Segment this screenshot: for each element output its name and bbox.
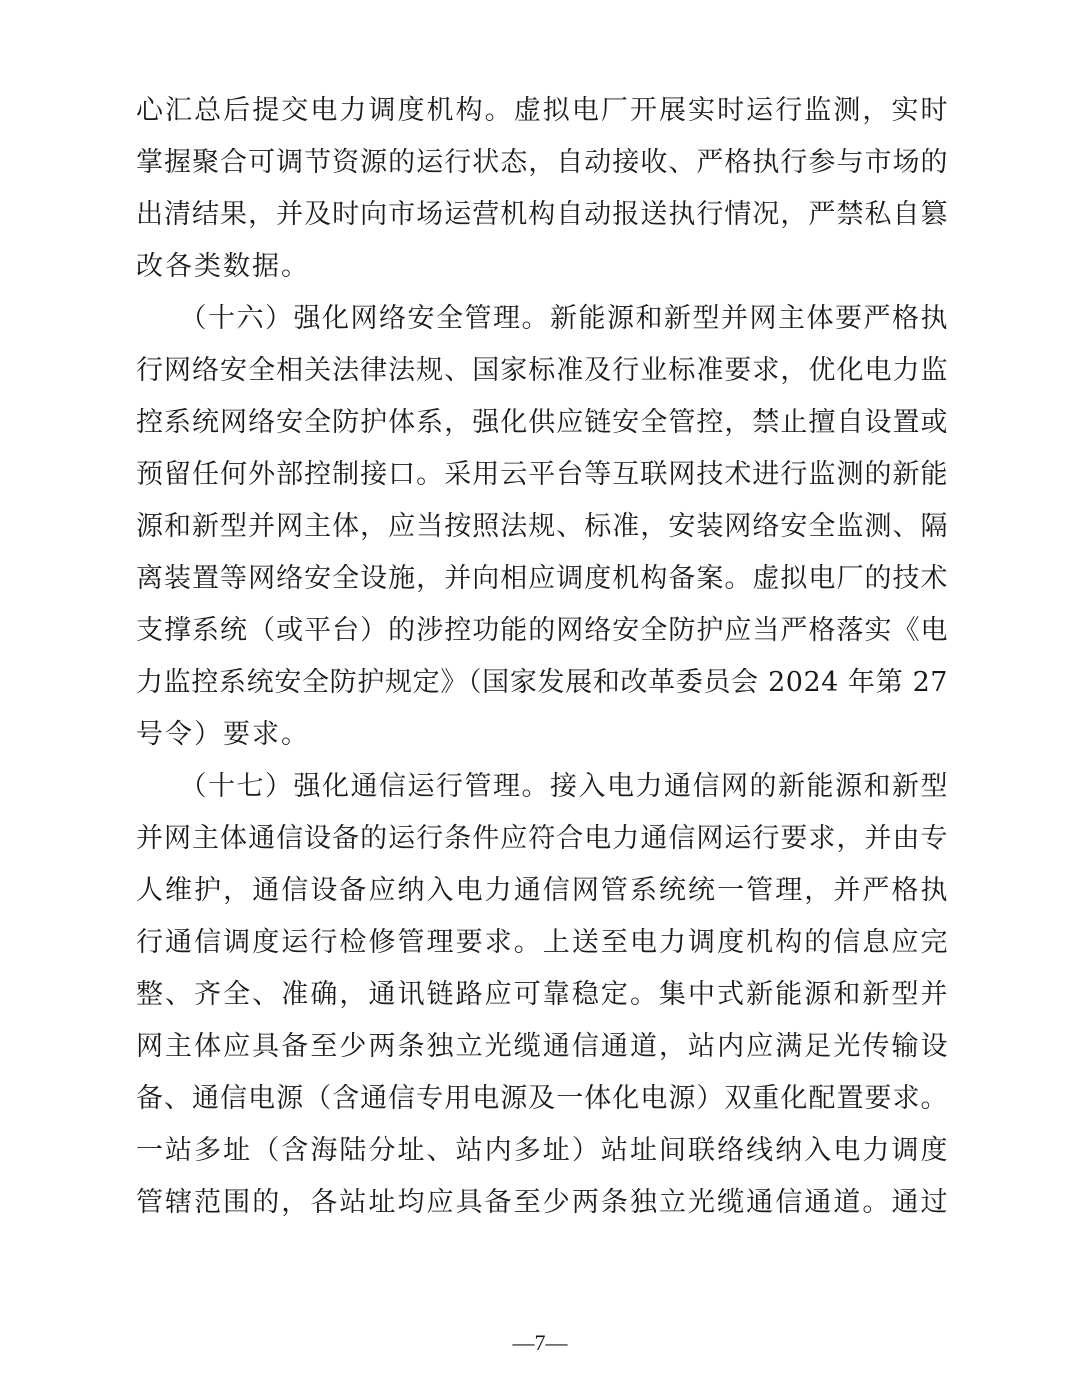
text-line-21: 一站多址（含海陆分址、站内多址）站址间联络线纳入电力调度 [136, 1135, 948, 1166]
text-line-10: 离装置等网络安全设施，并向相应调度机构备案。虚拟电厂的技术 [136, 563, 948, 594]
section-17-heading-line: （十七）强化通信运行管理。接入电力通信网的新能源和新型 [136, 771, 948, 802]
text-line-7: 控系统网络安全防护体系，强化供应链安全管控，禁止擅自设置或 [136, 407, 948, 438]
text-line-16: 人维护，通信设备应纳入电力通信网管系统统一管理，并严格执 [136, 875, 948, 906]
text-line-11: 支撑系统（或平台）的涉控功能的网络安全防护应当严格落实《电 [136, 615, 948, 646]
text-line-17: 行通信调度运行检修管理要求。上送至电力调度机构的信息应完 [136, 927, 948, 958]
text-line-8: 预留任何外部控制接口。采用云平台等互联网技术进行监测的新能 [136, 459, 948, 490]
text-line-12: 力监控系统安全防护规定》（国家发展和改革委员会 2024 年第 27 [136, 667, 948, 698]
text-line-22: 管辖范围的，各站址均应具备至少两条独立光缆通信通道。通过 [136, 1187, 948, 1218]
section-16-heading-line: （十六）强化网络安全管理。新能源和新型并网主体要严格执 [136, 303, 948, 334]
page-number: —7— [512, 1330, 568, 1355]
text-line-3: 出清结果，并及时向市场运营机构自动报送执行情况，严禁私自篡 [136, 199, 948, 230]
text-line-19: 网主体应具备至少两条独立光缆通信通道，站内应满足光传输设 [136, 1031, 948, 1062]
text-line-9: 源和新型并网主体，应当按照法规、标准，安装网络安全监测、隔 [136, 511, 948, 542]
text-line-4: 改各类数据。 [136, 251, 310, 282]
text-line-13: 号令）要求。 [136, 719, 310, 750]
text-line-18: 整、齐全、准确，通讯链路应可靠稳定。集中式新能源和新型并 [136, 979, 948, 1010]
text-line-1: 心汇总后提交电力调度机构。虚拟电厂开展实时运行监测，实时 [136, 95, 948, 126]
text-line-20: 备、通信电源（含通信专用电源及一体化电源）双重化配置要求。 [136, 1083, 948, 1114]
text-line-6: 行网络安全相关法律法规、国家标准及行业标准要求，优化电力监 [136, 355, 948, 386]
text-line-2: 掌握聚合可调节资源的运行状态，自动接收、严格执行参与市场的 [136, 147, 948, 178]
text-line-15: 并网主体通信设备的运行条件应符合电力通信网运行要求，并由专 [136, 823, 948, 854]
